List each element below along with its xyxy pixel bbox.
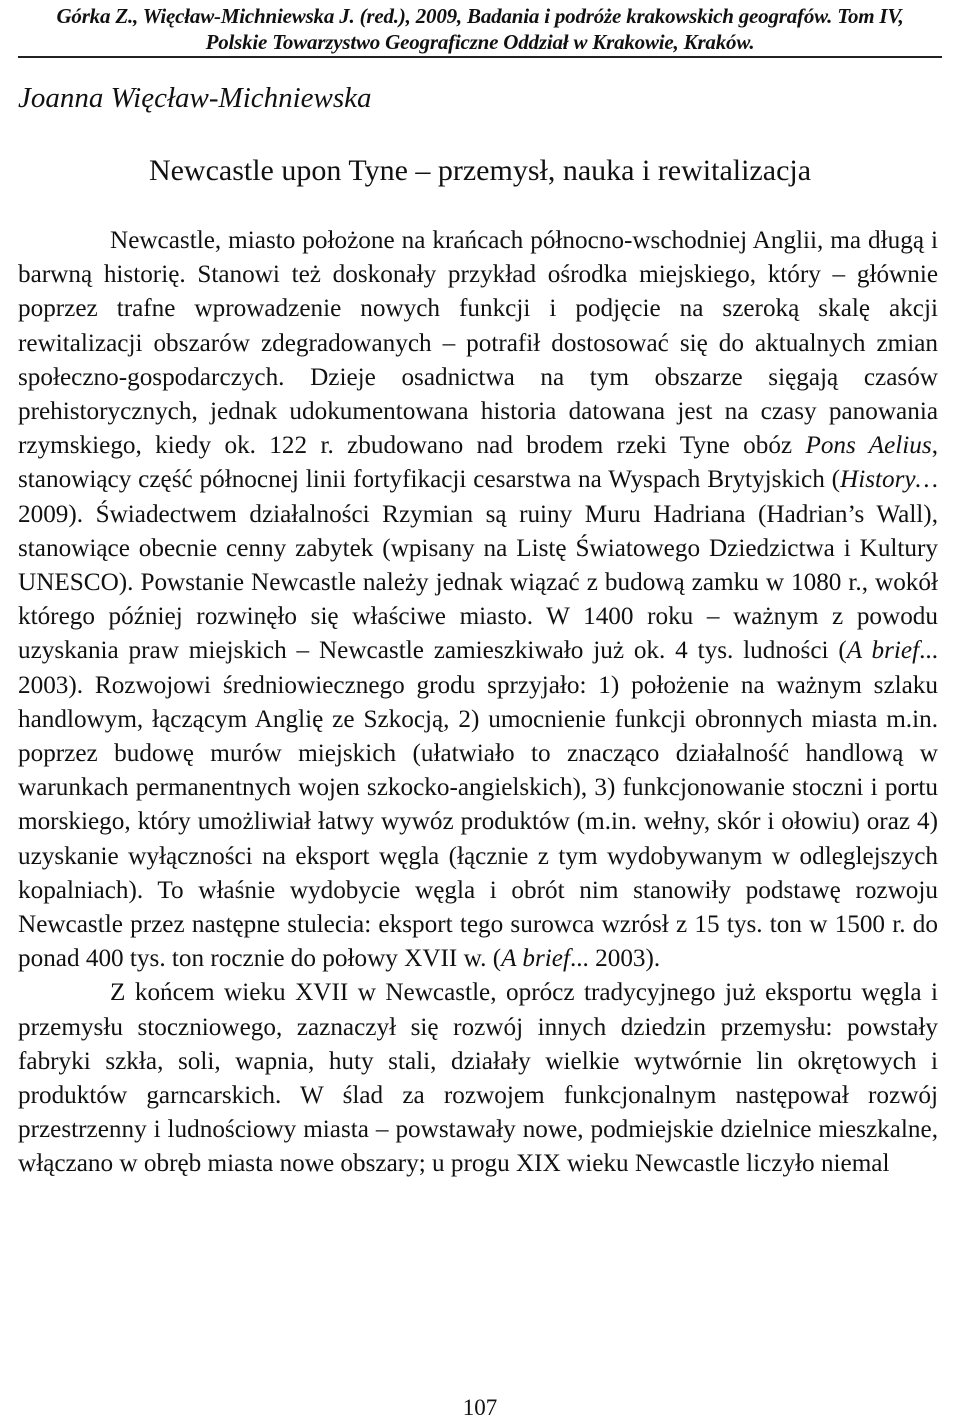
article-title: Newcastle upon Tyne – przemysł, nauka i rewitalizacja — [148, 154, 812, 187]
page-number: 107 — [462, 1395, 498, 1420]
paragraph-2: Z końcem wieku XVII w Newcastle, oprócz tradycyjnego już eksportu węgla i przemysłu stoczniowego, zaznaczył się rozwój innych dziedzin przemysłu: powstały fabryki szkła, soli, wapnia, huty stali, działały wielkie wytwórnie lin okrętowych i produktów garncarskich. W ślad za rozwojem funkcjonalnym następował rozwój przestrzenny i ludnościowy miasta – powstawały nowe, podmiejskie dzielnice mieszkalne, włączano w obręb miasta nowe obszary; u progu XIX wieku Newcastle liczyło niemal — [18, 979, 938, 1178]
paragraph-1-part-5: ... 2003). — [569, 945, 661, 973]
italic-brief-citation-1: A brief — [846, 637, 920, 665]
paragraph-1-part-4: ... 2003). Rozwojowi średniowiecznego grodu sprzyjało: 1) położenie na ważnym szlaku handlowym, łączącym Anglię ze Szkocją, 2) umocnienie funkcji obronnych miasta m.in. poprzez budowę murów miejskich (ułatwiało to znacząco działalność handlową w warunkach permanentnych wojen szkocko-angielskich), 3) funkcjonowanie stoczni i portu morskiego, który umożliwiał łatwy wywóz produktów (m.in. wełny, skór i ołowiu) oraz 4) uzyskanie wyłączności na eksport węgla (łącznie z tym wydobywanym w odleglejszych kopalniach). To właśnie wydobycie węgla i obrót nim stanowiły podstawę rozwoju Newcastle przez następne stulecia: eksport tego surowca wzrósł z 15 tys. ton w 1500 r. do ponad 400 tys. ton rocznie do połowy XVII w. ( — [18, 637, 938, 973]
italic-brief-citation-2: A brief — [501, 945, 570, 973]
paragraph-1-part-3: 2009). Świadectwem działalności Rzymian są ruiny Muru Hadriana (Hadrian’s Wall), stanowiące obecnie cenny zabytek (wpisany na Listę Światowego Dziedzictwa i Kultury UNESCO). Powstanie Newcastle należy jednak wiązać z budową zamku w 1080 r., wokół którego później rozwinęło się właściwe miasto. W 1400 roku – ważnym z powodu uzyskania praw miejskich – Newcastle zamieszkiwało już ok. 4 tys. ludności ( — [18, 500, 938, 665]
article-body — [18, 224, 938, 1182]
header-rule — [18, 56, 942, 58]
header-line-2: Polskie Towarzystwo Geograficzne Oddział w Krakowie, Kraków. — [205, 30, 755, 54]
paragraph-1-part-2: , stanowiący część północnej linii fortyfikacji cesarstwa na Wyspach Brytyjskich ( — [18, 432, 938, 494]
header-line-1: Górka Z., Więcław-Michniewska J. (red.), 2009, Badania i podróże krakowskich geografów. Tom IV, — [56, 4, 904, 28]
running-header — [0, 3, 960, 55]
paragraph-1 — [18, 224, 938, 976]
italic-history-citation: History… — [840, 466, 938, 494]
italic-pons-aelius: Pons Aelius — [805, 432, 932, 460]
paragraph-1-part-1: Newcastle, miasto położone na krańcach północno-wschodniej Anglii, ma długą i barwną historię. Stanowi też doskonały przykład ośrodka miejskiego, który – głównie poprzez trafne wprowadzenie nowych funkcji i podjęcie na szeroką skalę akcji rewitalizacji obszarów zdegradowanych – potrafił dostosować się do aktualnych zmian społeczno-gospodarczych. Dzieje osadnictwa na tym obszarze sięgają czasów prehistorycznych, jednak udokumentowana historia datowana jest na czasy panowania rzymskiego, kiedy ok. 122 r. zbudowano nad brodem rzeki Tyne obóz — [18, 227, 938, 460]
author-name: Joanna Więcław-Michniewska — [18, 82, 372, 114]
